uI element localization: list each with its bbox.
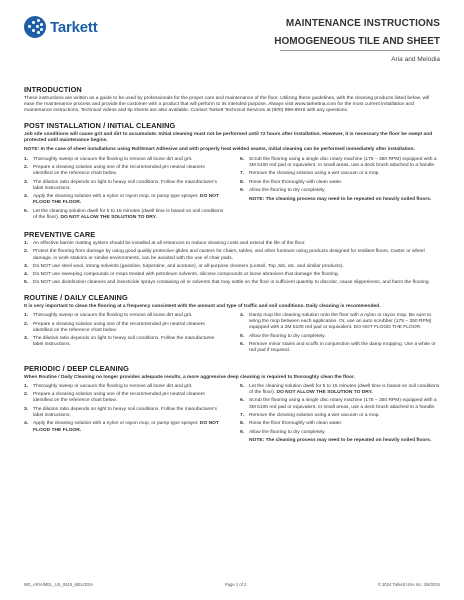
list-item xyxy=(24,392,224,404)
document-subtitle-product: HOMOGENEOUS TILE AND SHEET xyxy=(274,36,440,47)
list-item xyxy=(24,180,224,192)
intro-heading: INTRODUCTION xyxy=(24,85,82,94)
list-item-number: 3. xyxy=(24,179,29,185)
routine-steps xyxy=(24,313,440,357)
post-install-right-note: NOTE: The cleaning process may need to be repeated on heavily soiled floors. xyxy=(249,196,432,202)
list-item xyxy=(24,336,224,348)
list-item xyxy=(240,180,440,186)
tarkett-logo xyxy=(24,16,98,38)
title-rule xyxy=(280,50,440,51)
post-install-heading: POST INSTALLATION / INITIAL CLEANING xyxy=(24,121,176,131)
list-item-number: 6. xyxy=(240,342,245,348)
list-item xyxy=(240,413,440,419)
list-item-text: Apply the cleaning solution with a nylon or rayon mop, or pump type sprayer. xyxy=(33,421,199,427)
list-item xyxy=(24,264,440,270)
list-item-text: Prepare a cleaning solution using one of the recommended pH neutral cleaners identified on the reference chart below. xyxy=(33,392,205,404)
list-item xyxy=(24,272,440,278)
document-title: MAINTENANCE INSTRUCTIONS xyxy=(285,18,440,29)
list-item-text: Prepare a cleaning solution using one of the recommended pH neutral cleaners identified on the reference chart below. xyxy=(33,165,205,177)
list-item xyxy=(24,209,224,221)
intro-text: These instructions are written as a guide to be used by professionals for the proper care and maintenance of the floor. Utilizing these guidelines, with the cleaning products listed below, will ease the maintenance process and provide the customer with a product that will perform to its intended purpose. Always visit www.tarkettna.com for the most current installation and maintenance instructions, Technical videos and tip sheets are also available. Contact Tarkett Technical Services at (800) 899-8916 with any questions. xyxy=(24,96,430,114)
post-install-steps-right xyxy=(240,157,440,195)
product-names: Aria and Melodia xyxy=(391,56,440,63)
list-item xyxy=(24,421,224,433)
list-item-text: Protect the flooring from damage by using good quality protective glides and casters for chairs, tables, and other furniture using products designed for resilient floors. Caster or wheel damage, in work stations or similar environments, can be avoided with the use of chair pads. xyxy=(33,249,425,261)
list-item xyxy=(240,342,440,354)
list-item-number: 9. xyxy=(240,188,245,194)
list-item-number: 1. xyxy=(24,156,29,162)
list-item xyxy=(240,334,440,340)
list-item-number: 7. xyxy=(240,413,245,418)
logo-text: Tarkett xyxy=(50,18,98,36)
list-item-text: Remove the cleaning solution using a wet vacuum or a mop. xyxy=(249,413,380,418)
list-item-number: 2. xyxy=(24,165,29,171)
footer-doc-code: MD_ARIA/MEL_US_0618_MELODIA xyxy=(24,582,94,587)
list-item-number: 6. xyxy=(240,156,245,162)
periodic-lead: When Routine / Daily Cleaning no longer provides adequate results, a more aggressive deep cleaning is required to thoroughly clean the floor. xyxy=(24,374,355,380)
periodic-steps-right-wrap xyxy=(240,384,440,445)
footer xyxy=(24,582,440,587)
preventive-list xyxy=(24,241,440,286)
list-item xyxy=(240,171,440,177)
list-item xyxy=(240,398,440,410)
list-item-number: 6. xyxy=(240,398,245,404)
footer-copyright: © 2024 Tarkett USA Inc. 3/6/2024 xyxy=(377,582,440,587)
list-item-text: Do NOT use steel wool, strong solvents (gasoline, turpentine, and acetone), or all-purpose cleaners (Lestoil, Top Job, etc. and similar products). xyxy=(33,263,344,269)
periodic-heading: PERIODIC / DEEP CLEANING xyxy=(24,363,129,373)
list-item-text: Damp mop the cleaning solution onto the floor with a nylon or rayon mop. Be sure to wring the mop between each application. Or, use an auto scrubber (175 – 350 RPM) equipped with a 3M 5100 red pad or equivalent. DO NOT FLOOD THE FLOOR. xyxy=(249,313,432,331)
list-item-number: 7. xyxy=(240,171,245,177)
list-item-text: Prepare a cleaning solution using one of the recommended pH neutral cleaners identified on the reference chart below. xyxy=(33,321,205,333)
list-item xyxy=(24,322,224,334)
list-item-number: 4. xyxy=(240,313,245,319)
list-item-emphasis: DO NOT FLOOD THE FLOOR. xyxy=(33,194,219,206)
list-item xyxy=(24,249,440,261)
list-item-number: 3. xyxy=(24,336,29,342)
list-item-text: Let the cleaning solution dwell for 5 to 15 minutes (dwell time is based on soil conditions of the floor). xyxy=(249,383,440,395)
list-item xyxy=(24,157,224,163)
list-item-number: 5. xyxy=(240,383,245,389)
list-item-text: Rinse the floor thoroughly with clean water. xyxy=(249,179,343,185)
list-item xyxy=(24,384,224,390)
periodic-steps xyxy=(24,384,440,445)
periodic-steps-left xyxy=(24,384,224,445)
list-item-text: Thoroughly sweep or vacuum the flooring to remove all loose dirt and grit. xyxy=(33,313,193,319)
list-item-text: Remove minor stains and scuffs in conjunction with the damp mopping. Use a white or red pad if required. xyxy=(249,342,436,354)
list-item-text: Let the cleaning solution dwell for 5 to 15 minutes (dwell time is based on soil conditions of the floor). xyxy=(33,208,224,220)
list-item-number: 5. xyxy=(24,279,29,285)
list-item-number: 8. xyxy=(240,179,245,185)
preventive-heading: PREVENTIVE CARE xyxy=(24,230,96,240)
list-item xyxy=(240,421,440,427)
post-install-steps-left xyxy=(24,157,224,224)
list-item-number: 1. xyxy=(24,313,29,319)
list-item xyxy=(24,165,224,177)
list-item-number: 4. xyxy=(24,194,29,200)
periodic-steps-right xyxy=(240,384,440,436)
list-item-number: 2. xyxy=(24,249,29,255)
post-install-lead: Job site conditions will cause grit and dirt to accumulate. Initial cleaning must not be performed until 72 hours after installation. However, it is necessary the floor be swept and protected until maintenance begins. xyxy=(24,132,433,144)
list-item-text: An effective barrier matting system should be installed at all entrances to reduce cleaning costs and extend the life of the floor. xyxy=(33,241,306,247)
list-item-number: 8. xyxy=(240,421,245,427)
list-item-text: Apply the cleaning solution with a nylon or rayon mop, or pump type sprayer. xyxy=(33,194,199,200)
list-item-text: Rinse the floor thoroughly with clean water. xyxy=(249,421,343,427)
list-item-number: 1. xyxy=(24,241,29,247)
routine-steps-right xyxy=(240,313,440,357)
list-item-number: 2. xyxy=(24,392,29,398)
list-item-number: 2. xyxy=(24,321,29,327)
list-item-text: The dilution ratio depends on light to heavy soil conditions. Follow the manufacturer's label instructions. xyxy=(33,406,217,418)
post-install-steps-right-wrap xyxy=(240,157,440,224)
list-item-number: 1. xyxy=(24,383,29,389)
list-item-number: 5. xyxy=(240,333,245,339)
list-item-text: Allow the flooring to dry completely. xyxy=(249,188,326,194)
list-item-text: Do NOT use disinfection cleaners and insecticide sprays containing oil or solvents that may settle on the floor in sufficient quantity to discolor, cause slipperiness, and harm the flooring. xyxy=(33,279,430,285)
routine-heading: ROUTINE / DAILY CLEANING xyxy=(24,292,128,302)
list-item-text: Allow the flooring to dry completely. xyxy=(249,333,326,339)
list-item-number: 3. xyxy=(24,263,29,269)
list-item-number: 9. xyxy=(240,429,245,435)
routine-steps-left xyxy=(24,313,224,357)
list-item xyxy=(240,157,440,169)
list-item-text: Do NOT use sweeping compounds or mops treated with petroleum solvents, silicone compounds or loose abrasives that damage the flooring. xyxy=(33,271,340,277)
list-item-emphasis: DO NOT ALLOW THE SOLUTION TO DRY. xyxy=(59,214,157,220)
list-item xyxy=(24,407,224,419)
list-item xyxy=(24,241,440,247)
list-item-text: The dilution ratio depends on light to heavy soil conditions. Follow the manufacturer's label instructions. xyxy=(33,179,217,191)
document-titles xyxy=(274,18,440,63)
list-item-text: Thoroughly sweep or vacuum the flooring to remove all loose dirt and grit. xyxy=(33,156,193,162)
tarkett-logo-icon xyxy=(24,16,46,38)
list-item-emphasis: DO NOT ALLOW THE SOLUTION TO DRY. xyxy=(275,389,373,395)
list-item-number: 4. xyxy=(24,421,29,427)
list-item-number: 5. xyxy=(24,208,29,214)
list-item xyxy=(24,194,224,206)
list-item-text: The dilution ratio depends on light to heavy soil conditions. Follow the manufactures label instructions. xyxy=(33,336,215,348)
list-item-text: Scrub the flooring using a single disc rotary machine (175 – 350 RPM) equipped with a 3M 5100 red pad or equivalent. In small areas, use a deck brush attached to a handle. xyxy=(249,156,437,168)
list-item-text: Remove the cleaning solution using a wet vacuum or a mop. xyxy=(249,171,380,177)
list-item xyxy=(240,430,440,436)
list-item-text: Allow the flooring to dry completely. xyxy=(249,429,326,435)
header xyxy=(24,14,440,78)
post-install-note: NOTE: In the case of sheet installations using RollSmart Adhesive and with properly heat welded seams, initial cleaning can be performed immediately after installation. xyxy=(24,147,415,153)
list-item xyxy=(24,280,440,286)
footer-page-number: Page 1 of 2 xyxy=(224,582,247,587)
post-install-steps xyxy=(24,157,440,224)
list-item-text: Scrub the flooring using a single disc rotary machine (175 – 350 RPM) equipped with a 3M 5100 red pad or equivalent. In small areas, use a deck brush attached to a handle. xyxy=(249,398,437,410)
list-item-number: 3. xyxy=(24,406,29,412)
list-item xyxy=(240,188,440,194)
periodic-right-note: NOTE: The cleaning process may need to be repeated on heavily soiled floors. xyxy=(249,438,432,444)
list-item xyxy=(24,313,224,319)
list-item-text: Thoroughly sweep or vacuum the flooring to remove all loose dirt and grit. xyxy=(33,383,193,389)
list-item xyxy=(240,313,440,331)
list-item-number: 4. xyxy=(24,271,29,277)
list-item-emphasis: DO NOT FLOOD THE FLOOR. xyxy=(33,421,219,433)
routine-lead: It is very important to clean the flooring at a frequency consistent with the amount and type of traffic and soil conditions. Daily cleaning is recommended. xyxy=(24,303,381,309)
list-item xyxy=(240,384,440,396)
